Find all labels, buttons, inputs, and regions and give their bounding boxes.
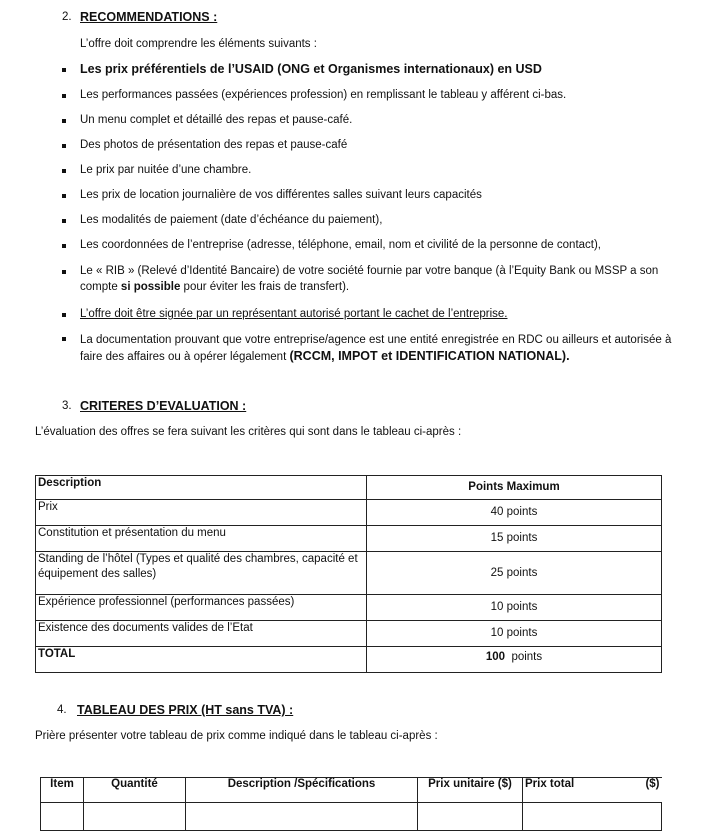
criterion-points: 10 points (367, 621, 662, 647)
criterion-description: Existence des documents valides de l’Etat (36, 621, 367, 647)
bullet-marker (62, 244, 66, 248)
header-description: Description (36, 476, 367, 500)
rib-line-2a: compte (80, 281, 121, 293)
price-cell (84, 803, 186, 831)
bullet-legal-docs (80, 332, 690, 365)
header-quantity: Quantité (84, 778, 186, 803)
header-total-price-unit: ($) (645, 778, 660, 790)
section-3-number: 3. (62, 400, 72, 412)
table-row (36, 500, 662, 526)
doc-line-2a: faire des affaires ou à opérer légalement (80, 351, 290, 363)
criterion-description: Prix (36, 500, 367, 526)
section-4-title: TABLEAU DES PRIX (HT sans TVA) : (77, 703, 294, 717)
price-cell (418, 803, 523, 831)
bullet-usaid-prices: Les prix préférentiels de l’USAID (ONG et Organismes internationaux) en USD (80, 62, 542, 76)
section-3-title: CRITERES D’EVALUATION : (80, 399, 247, 413)
criterion-description: Expérience professionnel (performances passées) (36, 595, 367, 621)
section-4-number: 4. (57, 704, 67, 716)
evaluation-criteria-table (35, 475, 662, 673)
rib-line-2b: si possible (120, 281, 181, 293)
bullet-marker (62, 169, 66, 173)
criterion-points: 25 points (367, 552, 662, 595)
section-2-intro: L’offre doit comprendre les éléments suivants : (80, 38, 317, 50)
bullet-marker (62, 313, 66, 317)
table-row (41, 803, 662, 831)
bullet-marker (62, 337, 66, 341)
table-total-row (36, 647, 662, 673)
table-header-row (36, 476, 662, 500)
price-cell (523, 803, 662, 831)
bullet-marker (62, 144, 66, 148)
price-cell (41, 803, 84, 831)
criterion-description: Standing de l’hôtel (Types et qualité des chambres, capacité et équipement des salles) (36, 552, 367, 595)
total-value (367, 647, 662, 673)
doc-line-2b: (RCCM, IMPOT et IDENTIFICATION NATIONAL). (289, 349, 570, 363)
header-item: Item (41, 778, 84, 803)
header-points-max: Points Maximum (367, 476, 662, 500)
header-total-price-label: Prix total (525, 778, 575, 790)
section-4-intro: Prière présenter votre tableau de prix comme indiqué dans le tableau ci-après : (35, 730, 438, 742)
price-table-header-row (41, 778, 662, 803)
header-unit-price: Prix unitaire ($) (418, 778, 523, 803)
bullet-room-rental: Les prix de location journalière de vos différentes salles suivant leurs capacités (80, 189, 482, 201)
bullet-menu: Un menu complet et détaillé des repas et pause-café. (80, 114, 353, 126)
bullet-room-price: Le prix par nuitée d’une chambre. (80, 164, 252, 176)
criterion-points: 40 points (367, 500, 662, 526)
section-2-title: RECOMMENDATIONS : (80, 10, 218, 24)
bullet-signed-offer: L’offre doit être signée par un représentant autorisé portant le cachet de l’entreprise. (80, 308, 508, 320)
header-description: Description /Spécifications (186, 778, 418, 803)
table-row (36, 526, 662, 552)
price-table (40, 777, 662, 831)
doc-line-1: La documentation prouvant que votre entreprise/agence est une entité enregistrée en RDC ou ailleurs et autorisée à (80, 334, 672, 346)
bullet-contact-info: Les coordonnées de l’entreprise (adresse, téléphone, email, nom et civilité de la personne de contact), (80, 239, 601, 251)
bullet-rib (80, 263, 690, 295)
bullet-marker (62, 94, 66, 98)
criterion-points: 10 points (367, 595, 662, 621)
table-row (36, 595, 662, 621)
section-2-number: 2. (62, 11, 72, 23)
bullet-past-performance: Les performances passées (expériences profession) en remplissant le tableau y afférent ci-bas. (80, 89, 567, 101)
table-row (36, 621, 662, 647)
rib-line-2c: pour éviter les frais de transfert). (180, 281, 350, 293)
bullet-payment-terms: Les modalités de paiement (date d’échéance du paiement), (80, 214, 383, 226)
bullet-photos: Des photos de présentation des repas et pause-café (80, 139, 348, 151)
rib-line-1: Le « RIB » (Relevé d’Identité Bancaire) de votre société fournie par votre banque (à l’Equity Bank ou MSSP a son (80, 265, 659, 277)
criterion-points: 15 points (367, 526, 662, 552)
bullet-marker (62, 219, 66, 223)
section-3-intro: L’évaluation des offres se fera suivant les critères qui sont dans le tableau ci-après : (35, 426, 462, 438)
bullet-marker (62, 194, 66, 198)
bullet-marker (62, 68, 66, 72)
header-total-price (523, 778, 662, 803)
price-cell (186, 803, 418, 831)
table-row (36, 552, 662, 595)
bullet-marker (62, 270, 66, 274)
total-value-number: 100 (485, 651, 506, 663)
bullet-marker (62, 119, 66, 123)
criterion-description: Constitution et présentation du menu (36, 526, 367, 552)
total-value-unit: points (511, 651, 543, 663)
total-label: TOTAL (36, 647, 367, 673)
